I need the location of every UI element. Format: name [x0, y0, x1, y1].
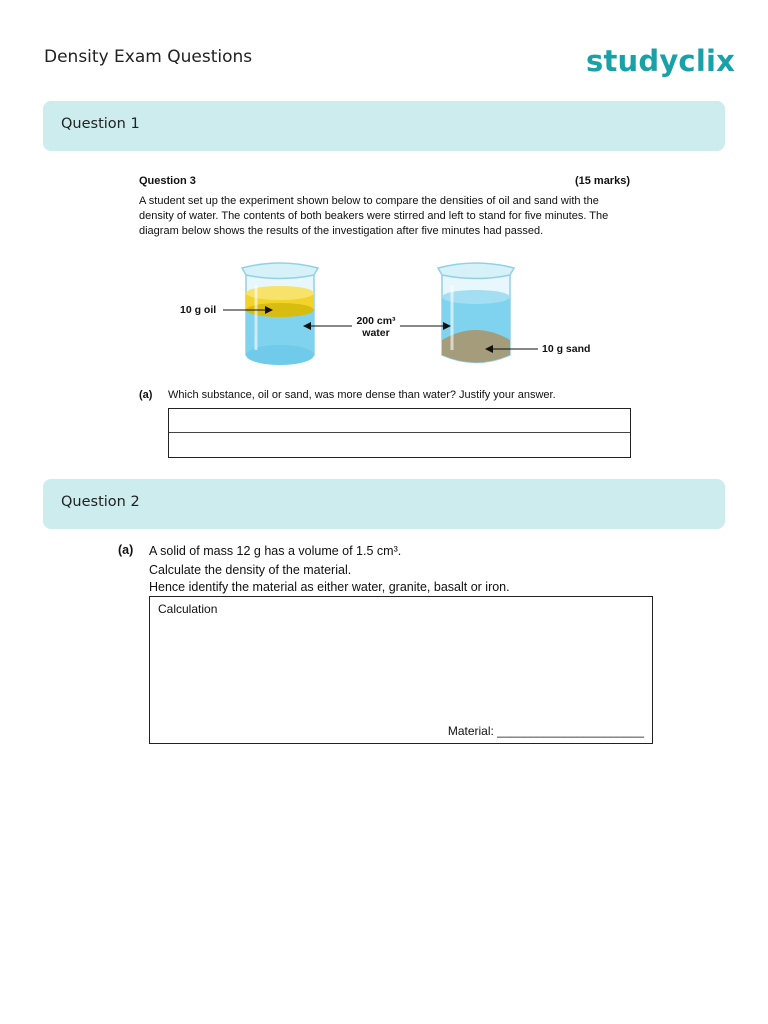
beaker-sand — [438, 263, 514, 363]
part-a-line-2: Calculate the density of the material. — [149, 563, 352, 577]
part-a-question: Which substance, oil or sand, was more dense than water? Justify your answer. — [168, 389, 556, 401]
beakers-diagram — [80, 160, 685, 390]
question-marks: (15 marks) — [574, 175, 630, 187]
question-2-banner — [43, 479, 725, 529]
part-a-line-3: Hence identify the material as either water, granite, basalt or iron. — [149, 580, 510, 594]
document-title: Density Exam Questions — [44, 47, 253, 67]
question-2-scan — [58, 535, 713, 750]
question-heading: Question 3 — [139, 175, 196, 187]
question-1-label: Question 1 — [61, 116, 140, 132]
label-oil: 10 g oil — [180, 304, 217, 316]
part-a-label: (a) — [139, 389, 153, 401]
label-water: water — [362, 327, 390, 339]
part-a-text — [149, 543, 510, 596]
label-sand: 10 g sand — [542, 343, 591, 355]
part-a-line-1: A solid of mass 12 g has a volume of 1.5 cm³. — [149, 544, 402, 558]
part-a-label: (a) — [118, 543, 134, 557]
studyclix-logo[interactable]: studyclix — [586, 44, 736, 78]
answer-box[interactable] — [168, 408, 631, 458]
label-water-volume: 200 cm³ — [356, 315, 396, 327]
calculation-box[interactable] — [149, 596, 653, 744]
question-2-label: Question 2 — [61, 494, 140, 510]
question-1-banner — [43, 101, 725, 151]
calculation-label: Calculation — [158, 602, 218, 616]
answer-line — [169, 432, 630, 433]
beaker-oil — [242, 263, 318, 365]
material-field[interactable]: Material: ______________________ — [447, 724, 644, 738]
question-1-scan — [80, 160, 685, 465]
question-intro: A student set up the experiment shown below to compare the densities of oil and sand with the density of water. The contents of both beakers were stirred and left to stand for five minutes. The diagram below shows the results of the investigation after five minutes had passed. — [139, 195, 609, 237]
